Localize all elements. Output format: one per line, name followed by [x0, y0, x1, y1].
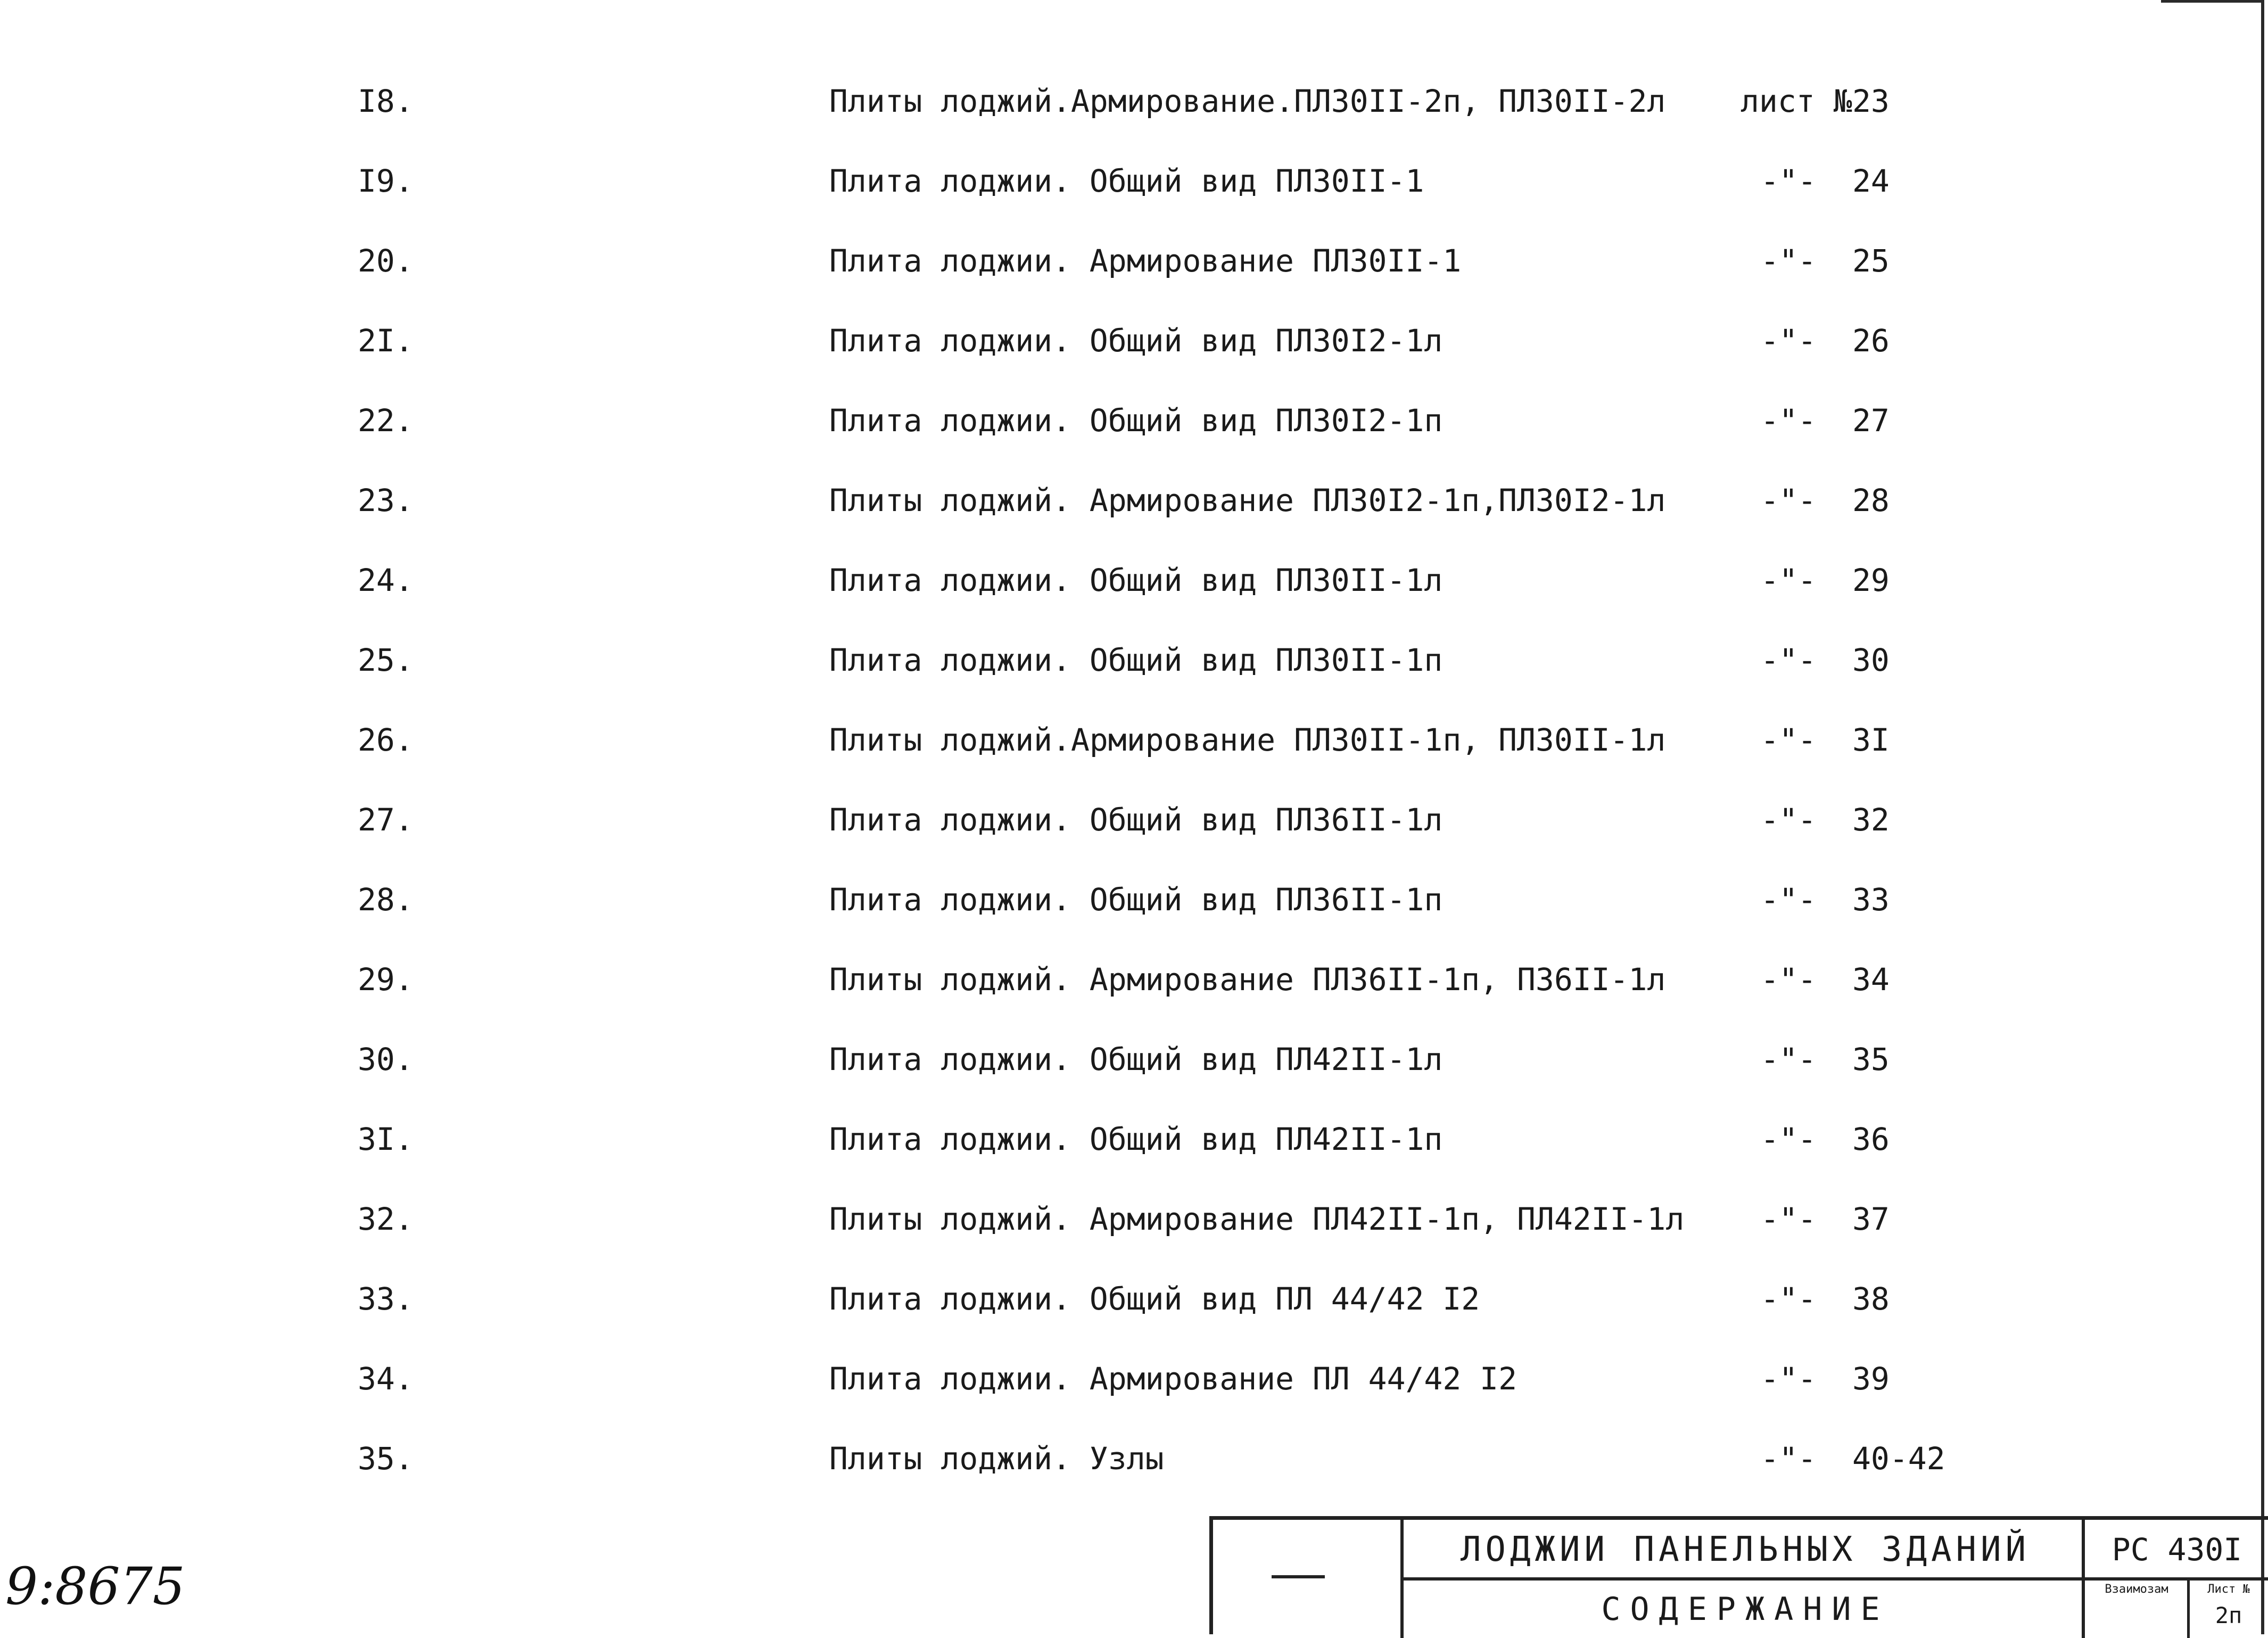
- item-page: 29: [1852, 562, 1890, 598]
- item-title: Плита лоджии. Общий вид ПЛ42II-1л: [829, 1041, 1443, 1077]
- item-title: Плиты лоджий. Армирование ПЛ36II-1п, П36II-1л: [829, 961, 1666, 998]
- item-title: Плита лоджии. Общий вид ПЛ 44/42 I2: [829, 1281, 1480, 1317]
- item-ditto: -"-: [1760, 722, 1817, 758]
- title-block-divider: [1400, 1577, 2268, 1581]
- list-item: [0, 394, 2268, 447]
- item-ditto: -"-: [1760, 1041, 1817, 1077]
- list-item: [0, 1033, 2268, 1086]
- item-ditto: -"-: [1760, 163, 1817, 199]
- item-number: 2I.: [358, 323, 414, 359]
- title-block-divider: [2187, 1577, 2190, 1638]
- item-title: Плита лоджии. Армирование ПЛ30II-1: [829, 243, 1462, 279]
- item-number: 3I.: [358, 1121, 414, 1157]
- item-ditto: -"-: [1760, 243, 1817, 279]
- item-title: Плиты лоджий. Узлы: [829, 1441, 1164, 1477]
- list-item: [0, 1352, 2268, 1405]
- list-item: [0, 633, 2268, 687]
- item-ditto: лист №: [1741, 83, 1852, 119]
- item-ditto: -"-: [1760, 642, 1817, 678]
- item-number: 30.: [358, 1041, 414, 1077]
- item-page: 32: [1852, 802, 1890, 838]
- sheet-number-label: Лист №: [2207, 1583, 2250, 1596]
- item-title: Плита лоджии. Общий вид ПЛ30I2-1п: [829, 402, 1443, 439]
- item-page: 28: [1852, 482, 1890, 518]
- item-ditto: -"-: [1760, 482, 1817, 518]
- item-number: 26.: [358, 722, 414, 758]
- item-page: 26: [1852, 323, 1890, 359]
- item-title: Плита лоджии. Общий вид ПЛ42II-1п: [829, 1121, 1443, 1157]
- item-page: 36: [1852, 1121, 1890, 1157]
- list-item: [0, 1272, 2268, 1326]
- item-title: Плита лоджии. Армирование ПЛ 44/42 I2: [829, 1361, 1518, 1397]
- list-item: [0, 1432, 2268, 1485]
- title-block-dash: [1272, 1575, 1325, 1578]
- item-number: 20.: [358, 243, 414, 279]
- list-item: [0, 554, 2268, 607]
- item-page: 38: [1852, 1281, 1890, 1317]
- list-item: [0, 154, 2268, 208]
- item-title: Плиты лоджий.Армирование ПЛ30II-1п, ПЛ30II-1л: [829, 722, 1666, 758]
- item-number: 32.: [358, 1201, 414, 1237]
- item-page: 40-42: [1852, 1441, 1945, 1477]
- item-number: 35.: [358, 1441, 414, 1477]
- item-number: 34.: [358, 1361, 414, 1397]
- list-item: [0, 713, 2268, 767]
- item-ditto: -"-: [1760, 802, 1817, 838]
- item-number: 24.: [358, 562, 414, 598]
- sheet-title: СОДЕРЖАНИЕ: [1601, 1591, 1890, 1628]
- project-title: ЛОДЖИИ ПАНЕЛЬНЫХ ЗДАНИЙ: [1460, 1530, 2031, 1569]
- item-page: 25: [1852, 243, 1890, 279]
- title-block: [1209, 1516, 2268, 1634]
- item-number: 33.: [358, 1281, 414, 1317]
- handwritten-inventory-number: 9:8675: [5, 1557, 185, 1616]
- list-item: [0, 873, 2268, 926]
- item-page: 34: [1852, 961, 1890, 998]
- item-page: 24: [1852, 163, 1890, 199]
- item-title: Плита лоджии. Общий вид ПЛ30II-1п: [829, 642, 1443, 678]
- item-ditto: -"-: [1760, 1361, 1817, 1397]
- item-page: 33: [1852, 882, 1890, 918]
- item-number: I8.: [358, 83, 414, 119]
- item-ditto: -"-: [1760, 1281, 1817, 1317]
- item-page: 27: [1852, 402, 1890, 439]
- item-title: Плита лоджии. Общий вид ПЛ30II-1: [829, 163, 1424, 199]
- item-title: Плиты лоджий.Армирование.ПЛ30II-2п, ПЛ30II-2л: [829, 83, 1666, 119]
- list-item: [0, 314, 2268, 367]
- item-title: Плиты лоджий. Армирование ПЛ42II-1п, ПЛ42II-1л: [829, 1201, 1685, 1237]
- item-ditto: -"-: [1760, 562, 1817, 598]
- item-number: 29.: [358, 961, 414, 998]
- item-title: Плита лоджии. Общий вид ПЛ36II-1л: [829, 802, 1443, 838]
- item-title: Плита лоджии. Общий вид ПЛ30I2-1л: [829, 323, 1443, 359]
- item-number: 25.: [358, 642, 414, 678]
- item-ditto: -"-: [1760, 1121, 1817, 1157]
- sheet-number: 2п: [2215, 1602, 2242, 1628]
- list-item: [0, 75, 2268, 128]
- item-number: I9.: [358, 163, 414, 199]
- item-ditto: -"-: [1760, 323, 1817, 359]
- interchange-label: Взаимозам: [2105, 1583, 2168, 1596]
- top-edge-mark: [2161, 0, 2262, 3]
- item-ditto: -"-: [1760, 961, 1817, 998]
- list-item: [0, 234, 2268, 287]
- list-item: [0, 1113, 2268, 1166]
- list-item: [0, 953, 2268, 1006]
- item-number: 22.: [358, 402, 414, 439]
- item-title: Плиты лоджий. Армирование ПЛ30I2-1п,ПЛ30I2-1л: [829, 482, 1666, 518]
- item-ditto: -"-: [1760, 1201, 1817, 1237]
- item-page: 37: [1852, 1201, 1890, 1237]
- item-title: Плита лоджии. Общий вид ПЛ30II-1л: [829, 562, 1443, 598]
- item-number: 23.: [358, 482, 414, 518]
- list-item: [0, 793, 2268, 846]
- item-number: 27.: [358, 802, 414, 838]
- item-page: 30: [1852, 642, 1890, 678]
- item-ditto: -"-: [1760, 402, 1817, 439]
- item-ditto: -"-: [1760, 1441, 1817, 1477]
- list-item: [0, 474, 2268, 527]
- item-page: 3I: [1852, 722, 1890, 758]
- item-page: 35: [1852, 1041, 1890, 1077]
- item-ditto: -"-: [1760, 882, 1817, 918]
- document-code: РС 430I: [2112, 1532, 2242, 1568]
- item-page: 39: [1852, 1361, 1890, 1397]
- item-page: 23: [1852, 83, 1890, 119]
- list-item: [0, 1192, 2268, 1246]
- item-number: 28.: [358, 882, 414, 918]
- item-title: Плита лоджии. Общий вид ПЛ36II-1п: [829, 882, 1443, 918]
